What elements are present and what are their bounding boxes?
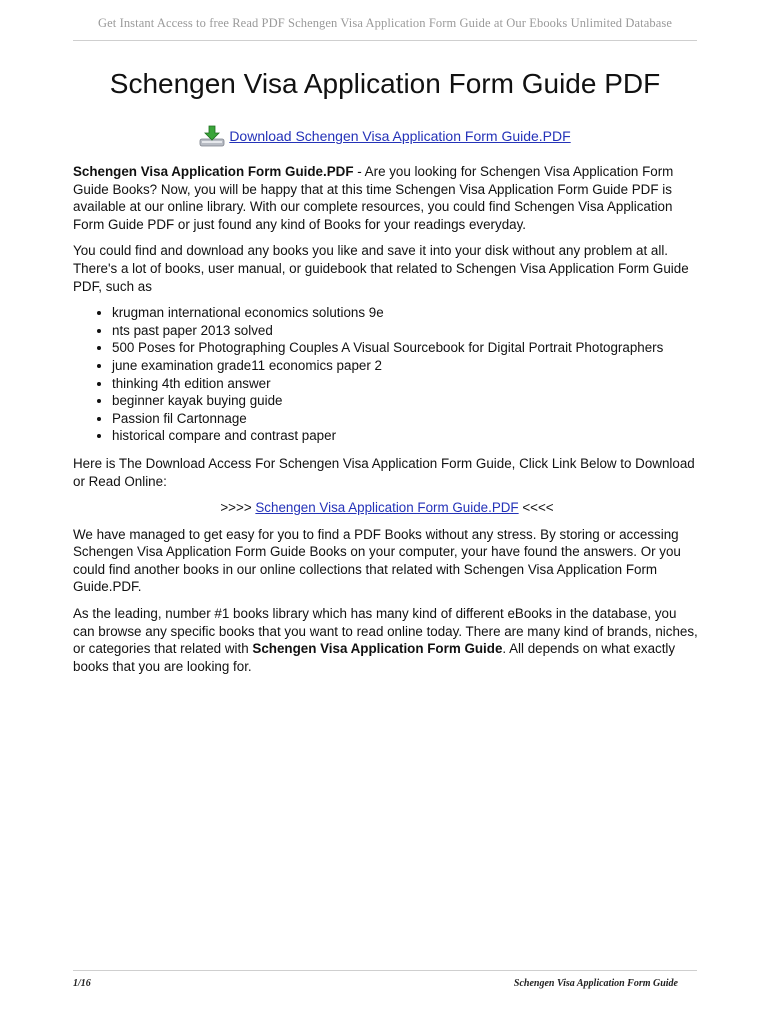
download-row [0,124,770,148]
download-access-paragraph: Here is The Download Access For Schengen Visa Application Form Guide, Click Link Below to Download or Read Online: [73,455,695,489]
intro-bold-lead: Schengen Visa Application Form Guide.PDF [73,164,354,179]
library-bold-title: Schengen Visa Application Form Guide [252,641,503,657]
list-item: • thinking 4th edition answer [112,375,701,393]
main-content [73,163,701,684]
page-number: 1/16 [73,978,91,989]
list-item: • 500 Poses for Photographing Couples A Visual Sourcebook for Digital Portrait Photographers [112,339,701,357]
download-link[interactable]: Download Schengen Visa Application Form Guide.PDF [229,128,571,144]
list-item: • krugman international economics solutions 9e [112,304,701,322]
related-books-paragraph: You could find and download any books you like and save it into your disk without any problem at all. There's a lot of books, user manual, or guidebook that related to Schengen Visa Application Form Guide PDF, such as [73,243,689,294]
list-item: • june examination grade11 economics paper 2 [112,357,701,375]
header-divider [73,40,697,41]
list-item: • historical compare and contrast paper [112,427,701,445]
arrow-prefix: >>>> [220,500,256,516]
arrow-suffix: <<<< [518,500,554,516]
list-item: • beginner kayak buying guide [112,392,701,410]
book-list [73,304,701,445]
library-paragraph [73,605,701,675]
intro-text: - Are you looking for Schengen Visa Application Form Guide Books? Now, you will be happy that at this time Schengen Visa Application Form Guide PDF is available at our online library. With our complete resources, you could find Schengen Visa Application Form Guide PDF or just found any kind of Books for your readings everyday. [73,164,674,232]
library-text-after: . All depends on what exactly books that you are looking for. [73,641,676,674]
library-text-before: As the leading, number #1 books library which has many kind of different eBooks in the database, you can browse any specific books that you want to read online today. There are many kind of brands, niches, or categories that related with [73,606,698,657]
page-header: Get Instant Access to free Read PDF Schengen Visa Application Form Guide at Our Ebooks Unlimited Database [98,16,672,30]
list-item: • Passion fil Cartonnage [112,410,701,428]
intro-paragraph [73,163,701,233]
list-item: • nts past paper 2013 solved [112,322,701,340]
read-online-link[interactable]: Schengen Visa Application Form Guide.PDF [255,500,519,516]
footer-divider [73,970,697,971]
download-arrow-icon[interactable] [199,124,225,148]
storage-paragraph: We have managed to get easy for you to find a PDF Books without any stress. By storing or accessing Schengen Visa Application Form Guide Books on your computer, your have found the answers. Or you could find another books in our online collections that related with Schengen Visa Application Form Guide.PDF. [73,526,681,595]
footer-doc-title: Schengen Visa Application Form Guide [513,978,678,989]
read-online-line [73,499,701,517]
page-title: Schengen Visa Application Form Guide PDF [109,68,661,99]
